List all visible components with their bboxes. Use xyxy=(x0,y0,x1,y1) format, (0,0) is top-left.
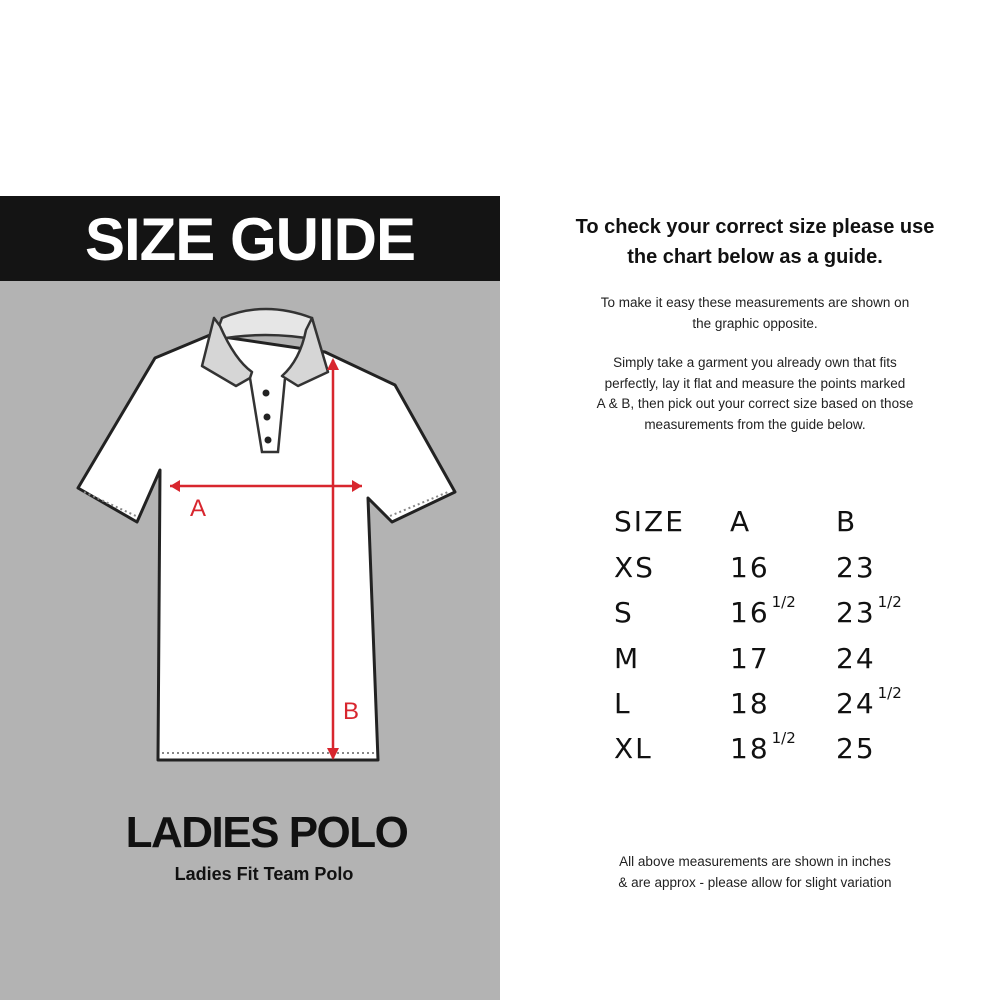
b-value: 23 xyxy=(836,551,876,584)
button-2 xyxy=(264,414,271,421)
a-cell xyxy=(730,687,772,720)
a-cell xyxy=(730,551,772,584)
a-cell xyxy=(730,593,796,629)
b-fraction: 1/2 xyxy=(877,684,902,702)
product-subtitle: Ladies Fit Team Polo xyxy=(174,864,354,884)
size-cell: XL xyxy=(614,732,653,765)
collar-back xyxy=(214,309,318,340)
size-cell: L xyxy=(614,687,632,720)
header-b: B xyxy=(836,505,858,538)
a-cell xyxy=(730,729,796,765)
note1-line-2: the graphic opposite. xyxy=(692,315,818,331)
footer-line-2: & are approx - please allow for slight variation xyxy=(618,874,892,890)
note2-line-4: measurements from the guide below. xyxy=(644,416,866,432)
measure-label-a: A xyxy=(189,495,207,522)
b-value: 25 xyxy=(836,732,876,765)
b-cell xyxy=(836,684,902,720)
b-value: 24 xyxy=(836,642,876,675)
heading-line-2: the chart below as a guide. xyxy=(627,246,883,268)
b-value: 24 xyxy=(836,687,876,720)
b-cell xyxy=(836,551,878,584)
footer-note xyxy=(520,852,990,893)
table-row xyxy=(614,593,934,641)
polo-shirt-diagram xyxy=(60,304,470,774)
header-a: A xyxy=(730,505,752,538)
product-name: LADIES POLO xyxy=(125,808,408,857)
size-cell: S xyxy=(614,596,634,629)
table-row xyxy=(614,551,934,596)
b-cell xyxy=(836,642,878,675)
b-fraction: 1/2 xyxy=(877,593,902,611)
instructions-note-2 xyxy=(520,353,990,435)
a-value: 18 xyxy=(730,687,770,720)
table-row xyxy=(614,642,934,687)
instructions-note-1 xyxy=(520,293,990,334)
button-1 xyxy=(263,390,270,397)
b-value: 23 xyxy=(836,596,876,629)
note2-line-1: Simply take a garment you already own that fits xyxy=(613,355,897,370)
page-title: SIZE GUIDE xyxy=(84,206,416,273)
table-row xyxy=(614,684,934,732)
header-size: SIZE xyxy=(614,505,685,538)
a-value: 18 xyxy=(730,732,770,765)
note2-line-3: A & B, then pick out your correct size based on those xyxy=(596,396,914,411)
a-cell xyxy=(730,642,772,675)
a-fraction: 1/2 xyxy=(771,729,796,747)
b-cell xyxy=(836,593,902,629)
table-header-row xyxy=(614,505,934,550)
b-cell xyxy=(836,732,878,765)
size-cell: XS xyxy=(614,551,655,584)
table-row xyxy=(614,729,934,777)
note2-line-2: perfectly, lay it flat and measure the points marked xyxy=(604,375,906,391)
a-fraction: 1/2 xyxy=(771,593,796,611)
note1-line-1: To make it easy these measurements are shown on xyxy=(600,295,910,310)
measure-label-b: B xyxy=(342,698,360,725)
button-3 xyxy=(265,437,272,444)
instructions-heading xyxy=(520,212,990,272)
heading-line-1: To check your correct size please use xyxy=(575,216,935,238)
left-panel xyxy=(0,196,500,1000)
a-value: 17 xyxy=(730,642,770,675)
size-cell: M xyxy=(614,642,641,675)
a-value: 16 xyxy=(730,551,770,584)
footer-line-1: All above measurements are shown in inches xyxy=(619,854,891,869)
a-value: 16 xyxy=(730,596,770,629)
